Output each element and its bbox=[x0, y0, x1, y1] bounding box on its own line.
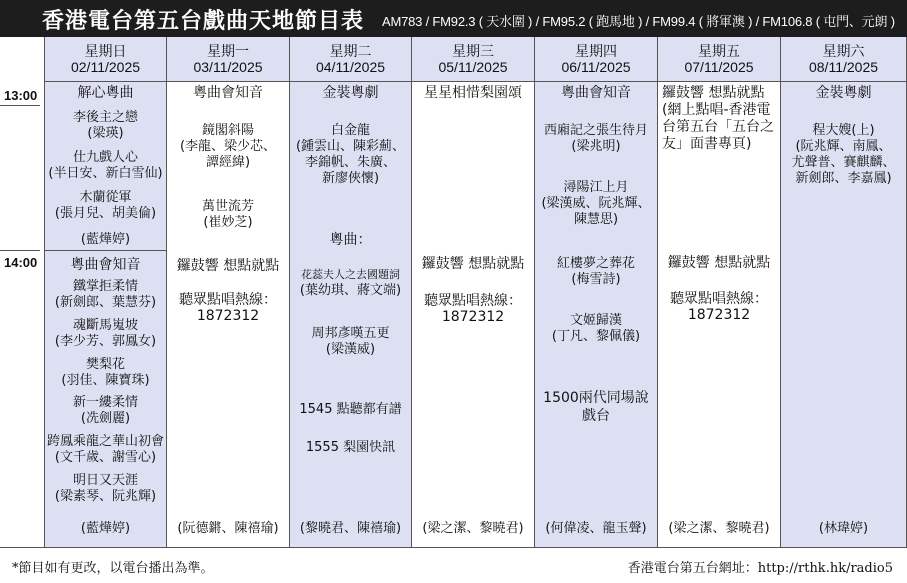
day-name: 星期二 bbox=[329, 44, 372, 60]
host: (梁之潔、黎曉君) bbox=[422, 521, 524, 536]
day-header bbox=[658, 37, 780, 82]
time-label-1300: 13:00 bbox=[4, 88, 38, 103]
day-name: 星期三 bbox=[452, 44, 494, 60]
song-item: 樊梨花 (羽佳、陳寶珠) bbox=[61, 357, 150, 388]
song-item: 仕九戲人心 (半日安、新白雪仙) bbox=[48, 150, 163, 181]
day-date: 08/11/2025 bbox=[808, 59, 879, 75]
day-header bbox=[412, 37, 534, 82]
program-title: 鑼鼓響 想點就點 bbox=[421, 256, 525, 272]
header-banner bbox=[0, 0, 907, 37]
time-label-1400: 14:00 bbox=[4, 255, 38, 270]
day-header bbox=[167, 37, 289, 82]
day-date: 02/11/2025 bbox=[70, 59, 141, 75]
time-divider bbox=[0, 105, 40, 106]
song-item: 新一縷柔情 (冼劍麗) bbox=[72, 395, 138, 426]
program-title: 1555 梨園快訊 bbox=[305, 440, 396, 455]
song-item: 跨鳳乘龍之華山初會 (文千歲、謝雪心) bbox=[46, 434, 164, 465]
song-item: 文姬歸漢 (丁凡、黎佩儀) bbox=[551, 313, 641, 344]
station-frequencies: AM783 / FM92.3 ( 天水圍 ) / FM95.2 ( 跑馬地 ) / FM99.4 ( 將軍澳 ) / FM106.8 ( 屯門、元朗 ) bbox=[382, 14, 895, 29]
song-item: 鏡閣斜陽 (李龍、梁少芯、 譚經緯) bbox=[179, 123, 277, 170]
program-title: 金裝粵劇 bbox=[322, 85, 379, 101]
disclaimer-note: *節目如有更改，以電台播出為準。 bbox=[12, 561, 214, 576]
program-title: 粵曲會知音 bbox=[193, 85, 263, 101]
day-header bbox=[781, 37, 906, 82]
day-column-friday bbox=[657, 37, 780, 547]
song-item: 魂斷馬嵬坡 (李少芳、郭鳳女) bbox=[54, 318, 157, 349]
song-item: 程大嫂(上) (阮兆輝、南鳳、 尤聲普、賽麒麟、 新劍郎、李嘉鳳) bbox=[791, 123, 896, 186]
day-column-tuesday bbox=[289, 37, 411, 547]
day-date: 07/11/2025 bbox=[684, 59, 754, 75]
day-name: 星期日 bbox=[84, 44, 127, 60]
song-item: 鐵掌拒柔情 (新劍郎、葉慧芬) bbox=[54, 279, 157, 310]
day-column-saturday bbox=[780, 37, 907, 547]
day-column-sunday bbox=[44, 37, 166, 547]
song-item: 西廂記之張生待月 (梁兆明) bbox=[543, 123, 648, 154]
host: (梁之潔、黎曉君) bbox=[668, 521, 770, 536]
song-item: 萬世流芳 (崔妙芝) bbox=[201, 199, 254, 230]
day-header bbox=[290, 37, 411, 82]
program-title: 解心粵曲 bbox=[77, 85, 134, 101]
song-item: 紅樓夢之葬花 (梅雪詩) bbox=[556, 256, 635, 287]
schedule-grid bbox=[0, 37, 907, 547]
program-title: 鑼鼓響 想點就點 bbox=[667, 255, 771, 271]
program-divider bbox=[45, 250, 166, 251]
program-title: 鑼鼓響 想點就點 (網上點唱-香港電 台第五台「五台之 友」面書專頁) bbox=[662, 85, 774, 152]
footer bbox=[0, 547, 907, 583]
host: (藍燁婷) bbox=[80, 521, 131, 536]
day-header bbox=[45, 37, 166, 82]
song-item: 花蕊夫人之去國題詞 (葉幼琪、蔣文端) bbox=[299, 268, 402, 298]
day-column-monday bbox=[166, 37, 289, 547]
day-date: 03/11/2025 bbox=[193, 59, 263, 75]
host: (林瑋婷) bbox=[818, 521, 869, 536]
program-title: 1500兩代同場說 戲台 bbox=[543, 390, 649, 424]
day-name: 星期六 bbox=[822, 44, 865, 60]
hotline: 聽眾點唱熱線： 1872312 bbox=[424, 293, 522, 325]
song-item: 李後主之戀 (梁瑛) bbox=[72, 110, 138, 141]
song-item: 木蘭從軍 (張月兒、胡美倫) bbox=[54, 190, 157, 221]
day-date: 04/11/2025 bbox=[315, 59, 386, 75]
program-title: 1545 點聽都有譜 bbox=[299, 402, 402, 417]
website-note: 香港電台第五台網址：http://rthk.hk/radio5 bbox=[627, 561, 893, 576]
host: (何偉凌、龍玉聲) bbox=[545, 521, 647, 536]
day-name: 星期一 bbox=[207, 44, 249, 60]
program-title: 鑼鼓響 想點就點 bbox=[176, 258, 280, 274]
day-name: 星期四 bbox=[575, 44, 617, 60]
day-name: 星期五 bbox=[698, 44, 740, 60]
time-divider bbox=[0, 250, 40, 251]
host: (黎曉君、陳禧瑜) bbox=[299, 521, 402, 536]
day-header bbox=[535, 37, 657, 82]
program-title: 粵曲： bbox=[329, 232, 372, 248]
hotline: 聽眾點唱熱線： 1872312 bbox=[179, 292, 277, 324]
day-column-wednesday bbox=[411, 37, 534, 547]
song-item: 明日又天涯 (梁素琴、阮兆輝) bbox=[54, 473, 157, 504]
hotline: 聽眾點唱熱線： 1872312 bbox=[670, 291, 768, 323]
page-title: 香港電台第五台戲曲天地節目表 bbox=[42, 9, 365, 34]
program-title: 星星相惜梨園頌 bbox=[424, 85, 522, 101]
program-title: 粵曲會知音 bbox=[561, 85, 631, 101]
program-title: 粵曲會知音 bbox=[70, 257, 141, 273]
day-column-thursday bbox=[534, 37, 657, 547]
host: (阮德鏘、陳禧瑜) bbox=[177, 521, 279, 536]
song-item: 潯陽江上月 (梁漢威、阮兆輝、 陳慧思) bbox=[541, 180, 651, 227]
program-title: 金裝粵劇 bbox=[815, 85, 872, 101]
host: (藍燁婷) bbox=[80, 232, 131, 247]
song-item: 白金龍 (鍾雲山、陳彩薊、 李錦帆、朱廣、 新廖俠懷) bbox=[295, 123, 406, 186]
day-date: 06/11/2025 bbox=[561, 59, 631, 75]
day-date: 05/11/2025 bbox=[438, 59, 508, 75]
song-item: 周邦彥嘆五更 (梁漢威) bbox=[311, 326, 390, 357]
